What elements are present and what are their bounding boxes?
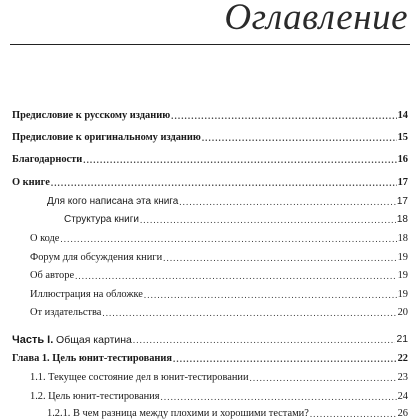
toc-entry-section-1-2-1[interactable] xyxy=(47,406,408,420)
part-name: Общая картина xyxy=(56,334,132,346)
toc-entry-page: 20 xyxy=(397,307,408,318)
toc-entry-label: Предисловие к оригинальному изданию xyxy=(12,132,201,143)
dot-leader xyxy=(83,154,396,166)
toc-entry-page: 17 xyxy=(397,177,408,188)
dot-leader xyxy=(202,132,397,144)
toc-entry-page: 19 xyxy=(397,270,408,281)
dot-leader xyxy=(161,391,397,403)
toc-entry-page: 24 xyxy=(397,391,408,402)
toc-entry-label xyxy=(12,334,132,346)
toc-entry-label: Форум для обсуждения книги xyxy=(30,252,163,263)
dot-leader xyxy=(140,214,396,226)
dot-leader xyxy=(133,334,396,346)
part-number: Часть I. xyxy=(12,334,54,346)
toc-entry-cover[interactable] xyxy=(30,287,408,301)
dot-leader xyxy=(250,372,397,384)
toc-entry-author[interactable] xyxy=(30,268,408,282)
toc-entry-publisher[interactable] xyxy=(30,305,408,319)
toc-entry-forum[interactable] xyxy=(30,250,408,264)
toc-entry-page: 18 xyxy=(396,214,408,225)
dot-leader xyxy=(171,110,396,122)
title-rule xyxy=(10,44,410,45)
toc-entry-section-1-1[interactable] xyxy=(30,370,408,384)
toc-entry-page: 26 xyxy=(397,408,408,419)
toc-entry-label: 1.2. Цель юнит-тестирования xyxy=(30,391,160,402)
toc-entry-audience[interactable] xyxy=(47,194,408,208)
toc-entry-acknowledgements[interactable] xyxy=(12,152,408,166)
toc-entry-preface-original[interactable] xyxy=(12,130,408,144)
dot-leader xyxy=(310,408,397,420)
toc-entry-page: 22 xyxy=(397,353,408,364)
toc-entry-structure[interactable] xyxy=(64,212,408,226)
toc-entry-label: О книге xyxy=(12,177,50,188)
dot-leader xyxy=(144,289,397,301)
toc-entry-label: 1.1. Текущее состояние дел в юнит-тестировании xyxy=(30,372,249,383)
toc-entry-label: От издательства xyxy=(30,307,102,318)
toc-entry-page: 23 xyxy=(397,372,408,383)
toc-entry-label: Предисловие к русскому изданию xyxy=(12,110,171,121)
page-title: Оглавление xyxy=(224,0,408,38)
toc-entry-label: Благодарности xyxy=(12,154,83,165)
toc-entry-section-1-2[interactable] xyxy=(30,389,408,403)
toc-entry-page: 17 xyxy=(396,196,408,207)
toc-entry-label: Об авторе xyxy=(30,270,75,281)
toc-entry-label: 1.2.1. В чем разница между плохими и хорошими тестами? xyxy=(47,408,309,419)
toc-entry-preface-russian[interactable] xyxy=(12,108,408,122)
toc-entry-chapter-1[interactable] xyxy=(12,351,408,365)
dot-leader xyxy=(179,196,396,208)
dot-leader xyxy=(102,307,396,319)
toc-entry-part-1[interactable] xyxy=(12,332,408,346)
dot-leader xyxy=(163,252,396,264)
dot-leader xyxy=(60,233,396,245)
toc-entry-label: О коде xyxy=(30,233,60,244)
toc-entry-label: Для кого написана эта книга xyxy=(47,196,179,207)
toc-entry-page: 19 xyxy=(397,289,408,300)
toc-entry-page: 16 xyxy=(397,154,408,165)
toc-entry-about-code[interactable] xyxy=(30,231,408,245)
dot-leader xyxy=(173,353,397,365)
toc-entry-label: Иллюстрация на обложке xyxy=(30,289,143,300)
toc-entry-label: Структура книги xyxy=(64,214,139,225)
toc-entry-label: Глава 1. Цель юнит-тестирования xyxy=(12,353,173,364)
toc-entry-about-book[interactable] xyxy=(12,175,408,189)
toc-entry-page: 21 xyxy=(396,334,408,345)
toc-entry-page: 18 xyxy=(397,233,408,244)
dot-leader xyxy=(75,270,397,282)
toc-entry-page: 19 xyxy=(397,252,408,263)
toc-entry-page: 14 xyxy=(397,110,408,121)
dot-leader xyxy=(51,177,397,189)
toc-entry-page: 15 xyxy=(397,132,408,143)
